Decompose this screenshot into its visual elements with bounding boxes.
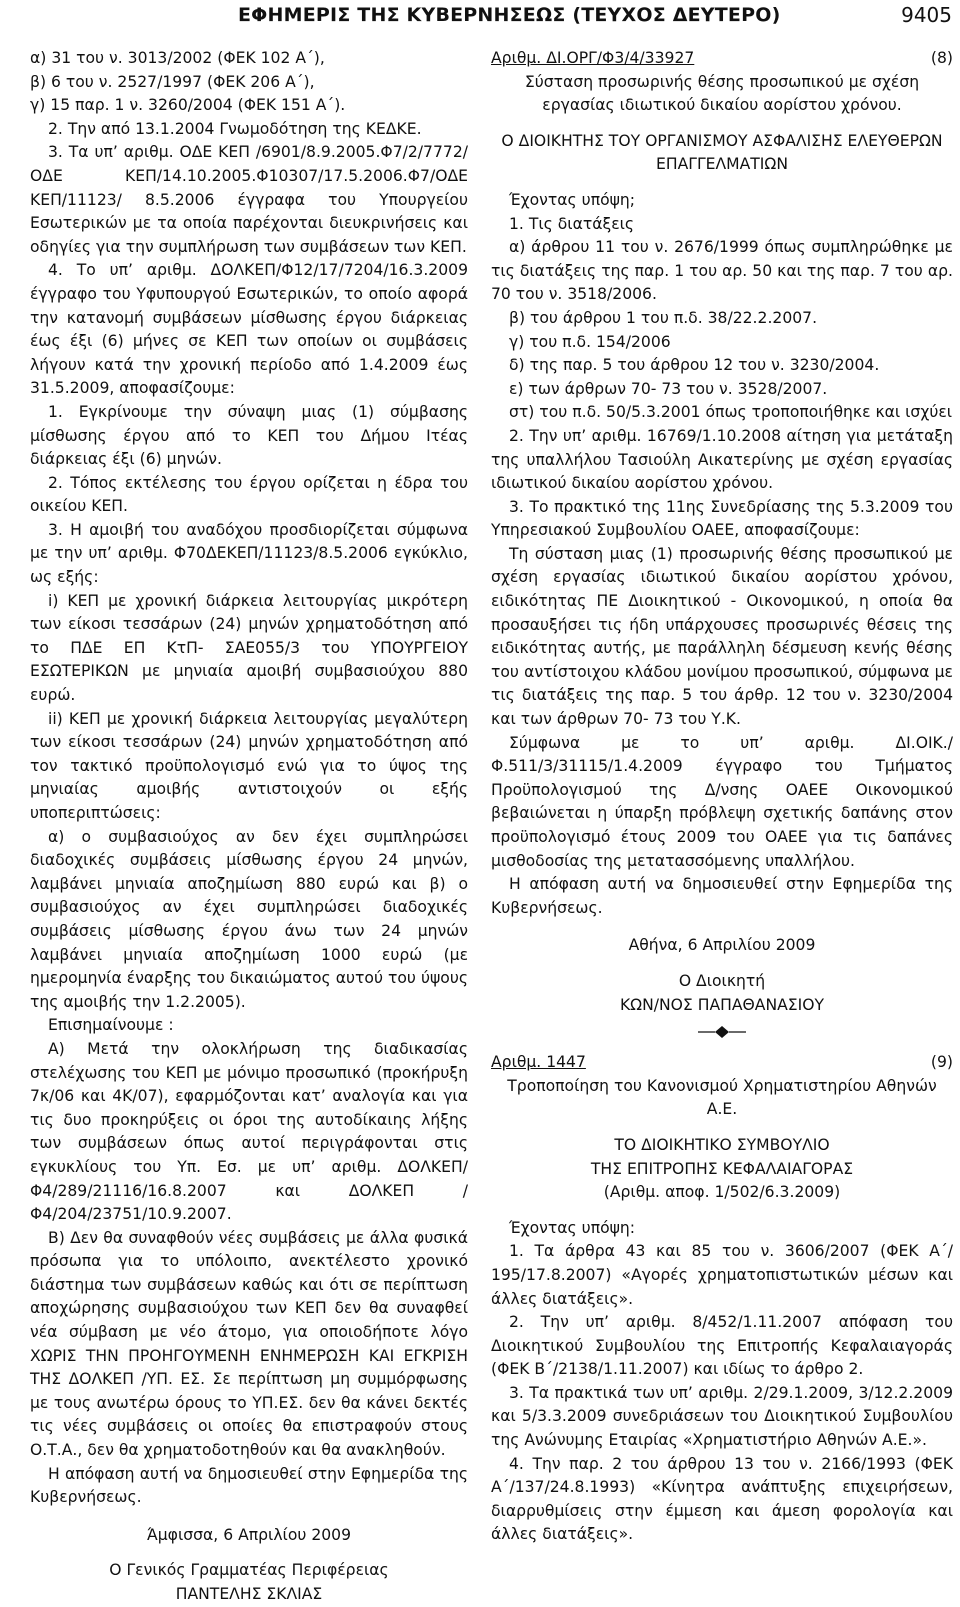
paragraph: Έχοντας υπόψη: [509, 1218, 636, 1237]
paragraph: 2. Την από 13.1.2004 Γνωμοδότηση της ΚΕΔΚΕ. [48, 119, 422, 138]
paragraph: β) του άρθρου 1 του π.δ. 38/22.2.2007. [509, 308, 818, 327]
decision-heading [491, 47, 953, 71]
paragraph: i) ΚΕΠ με χρονική διάρκεια λειτουργίας μικρότερη των είκοσι τεσσάρων (24) μηνών χρηματοδότηση από το ΠΔΕ ΕΠ ΚτΠ- ΣΑΕ055/3 του ΥΠΟΥΡΓΕΙΟΥ ΕΣΩΤΕΡΙΚΩΝ με μηνιαία αμοιβή συμβασιούχου 880 ευρώ. [30, 591, 468, 705]
place-date: Αθήνα, 6 Απριλίου 2009 [628, 936, 816, 955]
paragraph: 1. Εγκρίνουμε την σύναψη μιας (1) σύμβασης μίσθωσης έργου από το ΚΕΠ του Δήμου Ιτέας διάρκειας έξι (6) μηνών. [30, 402, 468, 469]
paragraph: Β) Δεν θα συναφθούν νέες συμβάσεις με άλλα φυσικά πρόσωπα για το υπόλοιπο, ανεκτέλεστο χρονικό διάστημα των συμβάσεων καθώς και ότι σε περίπτωση αποχώρησης συμβασιούχου των ΚΕΠ δεν θα συναφθεί νέα σύμβαση με νέο άτομο, για οποιοδήποτε λόγο ΧΩΡΙΣ ΤΗΝ ΠΡΟΗΓΟΥΜΕΝΗ ΕΝΗΜΕΡΩΣΗ ΚΑΙ ΕΓΚΡΙΣΗ ΤΗΣ ΔΟΛΚΕΠ /ΥΠ. ΕΣ. Σε περίπτωση μη συμμόρφωσης με τους ανωτέρω όρους το ΥΠ.ΕΣ. δεν θα κάνει δεκτές τις νέες συμβάσεις οι οποίες θα επιστραφούν στους Ο.Τ.Α., δεν θα χρηματοδοτηθούν και θα ανακληθούν. [30, 1228, 468, 1460]
paragraph: ii) ΚΕΠ με χρονική διάρκεια λειτουργίας μεγαλύτερη των είκοσι τεσσάρων (24) μηνών χρηματοδότηση από τον τακτικό προϋπολογισμό ενώ για το ύψος της μηνιαίας αμοιβής αντιστοιχούν οι εξής υποπεριπτώσεις: [30, 709, 468, 822]
page-number: 9405 [901, 3, 952, 27]
issuing-authority: ΤΗΣ ΕΠΙΤΡΟΠΗΣ ΚΕΦΑΛΑΙΑΓΟΡΑΣ [590, 1159, 854, 1178]
paragraph: 3. Τα υπ’ αριθμ. ΟΔΕ ΚΕΠ /6901/8.9.2005.Φ7/2/7772/ ΟΔΕ ΚΕΠ/14.10.2005.Φ10307/17.5.2006.Φ7/ΟΔΕ ΚΕΠ/11123/ 8.5.2006 έγγραφα του Υπουργείου Εσωτερικών με τα οποία παρέχονται διευκρινήσεις και οδηγίες για την συμπλήρωση των συμβάσεων των ΚΕΠ. [30, 143, 468, 256]
decision-reference: (Αριθμ. αποφ. 1/502/6.3.2009) [603, 1183, 841, 1202]
paragraph: στ) του π.δ. 50/5.3.2001 όπως τροποποιήθηκε και ισχύει [509, 403, 953, 422]
paragraph: 2. Τόπος εκτέλεσης του έργου ορίζεται η έδρα του οικείου ΚΕΠ. [30, 473, 468, 516]
paragraph: Επισημαίνουμε : [48, 1016, 174, 1035]
paragraph: 1. Τις διατάξεις [509, 214, 635, 233]
paragraph: 1. Τα άρθρα 43 και 85 του ν. 3606/2007 (ΦΕΚ Α΄/ 195/17.8.2007) «Αγορές χρηματοπιστωτικών μέσων και άλλες διατάξεις». [491, 1242, 953, 1308]
section-separator [491, 1025, 953, 1039]
paragraph: 4. Το υπ’ αριθμ. ΔΟΛΚΕΠ/Φ12/17/7204/16.3.2009 έγγραφο του Υφυπουργού Εσωτερικών, το οποίο αφορά την κατανομή συμβάσεων μίσθωσης έργου διάρκειας έως έξι (6) μήνες σε ΚΕΠ των οποίων οι συμβάσεις λήγουν κατά την χρονική περίοδο από 1.4.2009 έως 31.5.2009, αποφασίζουμε: [30, 261, 468, 398]
paragraph: Σύμφωνα με το υπ’ αριθμ. ΔΙ.ΟΙΚ./Φ.511/3/31115/1.4.2009 έγγραφο του Τμήματος Προϋπολογισμού της Δ/νσης ΟΑΕΕ Οικονομικού βεβαιώνεται η ύπαρξη πρόβλεψη σχετικής δαπάνης στον προϋπολογισμό έτους 2009 του ΟΑΕΕ για τις δαπάνες μισθοδοσίας της μετατασσόμενης υπαλλήλου. [491, 733, 953, 870]
signer-name: ΠΑΝΤΕΛΗΣ ΣΚΛΙΑΣ [175, 1585, 323, 1603]
signer-title: Ο Γενικός Γραμματέας Περιφέρειας [109, 1561, 389, 1580]
paragraph: 2. Την υπ’ αριθμ. 16769/1.10.2008 αίτηση για μετάταξη της υπαλλήλου Τασιούλη Αικατερίνης με σχέση εργασίας ιδιωτικού δικαίου αορίστου χρόνου. [491, 426, 953, 493]
paragraph: Α) Μετά την ολοκλήρωση της διαδικασίας στελέχωσης του ΚΕΠ με μόνιμο προσωπικό (προκήρυξη 7κ/06 και 4Κ/07), εφαρμόζονται κατ’ αναλογία και για τις δυο προκηρύξεις οι όροι της αυτοδίκαιης λήξης των συμβάσεων όπως αυτοί περιγράφονται στις εγκυκλίους του Υπ. Εσ. με υπ’ αριθμ. ΔΟΛΚΕΠ/Φ4/289/21116/16.8.2007 και ΔΟΛΚΕΠ /Φ4/204/23751/10.9.2007. [30, 1039, 468, 1224]
decision-number: (8) [930, 49, 953, 67]
paragraph: α) ο συμβασιούχος αν δεν έχει συμπληρώσει διαδοχικές συμβάσεις μίσθωσης έργου 24 μηνών, λαμβάνει μηνιαία αποζημίωση 880 ευρώ και β) ο συμβασιούχος αν έχει συμπληρώσει διαδοχικές συμβάσεις μίσθωσης έργου άνω των 24 μηνών λαμβάνει μηνιαία αποζημίωση 1000 ευρώ (με ημερομηνία έναρξης του δικαιώματος αυτού του ύψους της αμοιβής την 1.2.2005). [30, 827, 468, 1011]
paragraph: Η απόφαση αυτή να δημοσιευθεί στην Εφημερίδα της Κυβερνήσεως. [30, 1464, 468, 1507]
right-column [491, 47, 953, 1547]
paragraph: 3. Η αμοιβή του αναδόχου προσδιορίζεται σύμφωνα με την υπ’ αριθμ. Φ70ΔΕΚΕΠ/11123/8.5.2006 εγκύκλιο, ως εξής: [30, 520, 468, 587]
paragraph: 4. Την παρ. 2 του άρθρου 13 του ν. 2166/1993 (ΦΕΚ Α΄/137/24.8.1993) «Κίνητρα ανάπτυξης επιχειρήσεων, διαρρυθμίσεις στην έμμεση και άμεση φορολογία και άλλες διατάξεις». [491, 1454, 953, 1544]
decision-ref: Αριθμ. 1447 [491, 1053, 586, 1072]
gazette-title: ΕΦΗΜΕΡΙΣ ΤΗΣ ΚΥΒΕΡΝΗΣΕΩΣ (ΤΕΥΧΟΣ ΔΕΥΤΕΡΟ) [238, 4, 781, 26]
paragraph: β) 6 του ν. 2527/1997 (ΦΕΚ 206 Α΄), [30, 72, 315, 91]
decision-subject: Τροποποίηση του Κανονισμού Χρηματιστηρίου Αθηνών Α.Ε. [507, 1076, 937, 1119]
paragraph: 3. Το πρακτικό της 11ης Συνεδρίασης της 5.3.2009 του Υπηρεσιακού Συμβουλίου ΟΑΕΕ, αποφασίζουμε: [491, 497, 953, 540]
decision-heading [491, 1051, 953, 1075]
place-date: Άμφισσα, 6 Απριλίου 2009 [146, 1525, 352, 1544]
paragraph: α) 31 του ν. 3013/2002 (ΦΕΚ 102 Α΄), [30, 49, 325, 67]
decision-ref: Αριθμ. ΔΙ.ΟΡΓ/Φ3/4/33927 [491, 49, 695, 67]
paragraph: γ) του π.δ. 154/2006 [509, 332, 671, 351]
paragraph: α) άρθρου 11 του ν. 2676/1999 όπως συμπληρώθηκε με τις διατάξεις της παρ. 1 του αρ. 50 και της παρ. 7 του αρ. 70 του ν. 3518/2006. [491, 238, 953, 304]
issuing-authority: ΤΟ ΔΙΟΙΚΗΤΙΚΟ ΣΥΜΒΟΥΛΙΟ [614, 1135, 830, 1154]
paragraph: γ) 15 παρ. 1 ν. 3260/2004 (ΦΕΚ 151 Α΄). [30, 96, 346, 115]
paragraph: 2. Την υπ’ αριθμ. 8/452/1.11.2007 απόφαση του Διοικητικού Συμβουλίου της Επιτροπής Κεφαλαιαγοράς (ΦΕΚ Β΄/2138/1.11.2007) και ιδίως το άρθρο 2. [491, 1313, 953, 1379]
paragraph: 3. Τα πρακτικά των υπ’ αριθμ. 2/29.1.2009, 3/12.2.2009 και 5/3.3.2009 συνεδριάσεων του Διοικητικού Συμβουλίου της Ανώνυμης Εταιρίας «Χρηματιστήριο Αθηνών Α.Ε.». [491, 1383, 953, 1450]
paragraph: Η απόφαση αυτή να δημοσιευθεί στην Εφημερίδα της Κυβερνήσεως. [491, 875, 953, 917]
page-header [0, 0, 960, 36]
issuing-authority: Ο ΔΙΟΙΚΗΤΗΣ ΤΟΥ ΟΡΓΑΝΙΣΜΟΥ ΑΣΦΑΛΙΣΗΣ ΕΛΕΥΘΕΡΩΝ ΕΠΑΓΓΕΛΜΑΤΙΩΝ [501, 131, 943, 174]
signer-name: ΚΩΝ/ΝΟΣ ΠΑΠΑΘΑΝΑΣΙΟΥ [619, 995, 825, 1014]
paragraph: δ) της παρ. 5 του άρθρου 12 του ν. 3230/2004. [509, 356, 880, 375]
decision-number: (9) [930, 1053, 953, 1072]
left-column [30, 47, 468, 1607]
diamond-icon [698, 1025, 746, 1039]
paragraph: Τη σύσταση μιας (1) προσωρινής θέσης προσωπικού με σχέση εργασίας ιδιωτικού δικαίου αορίστου χρόνου, ειδικότητας ΠΕ Διοικητικού - Οικονομικού, η οποία θα προσαυξήσει τις ήδη υπάρχουσες προσωρινές θέσεις της ειδικότητας αυτής, με παράλληλη δέσμευση κενής θέσης του αντίστοιχου κλάδου μονίμου προσωπικού, σύμφωνα με τις διατάξεις της παρ. 5 του άρθρ. 12 του ν. 3230/2004 και των άρθρων 70- 73 του Υ.Κ. [491, 544, 953, 729]
paragraph: Έχοντας υπόψη; [509, 190, 636, 209]
paragraph: ε) των άρθρων 70- 73 του ν. 3528/2007. [509, 379, 828, 398]
signer-title: Ο Διοικητή [678, 971, 766, 990]
decision-subject: Σύσταση προσωρινής θέσης προσωπικού με σχέση εργασίας ιδιωτικού δικαίου αορίστου χρόνου. [524, 72, 920, 115]
